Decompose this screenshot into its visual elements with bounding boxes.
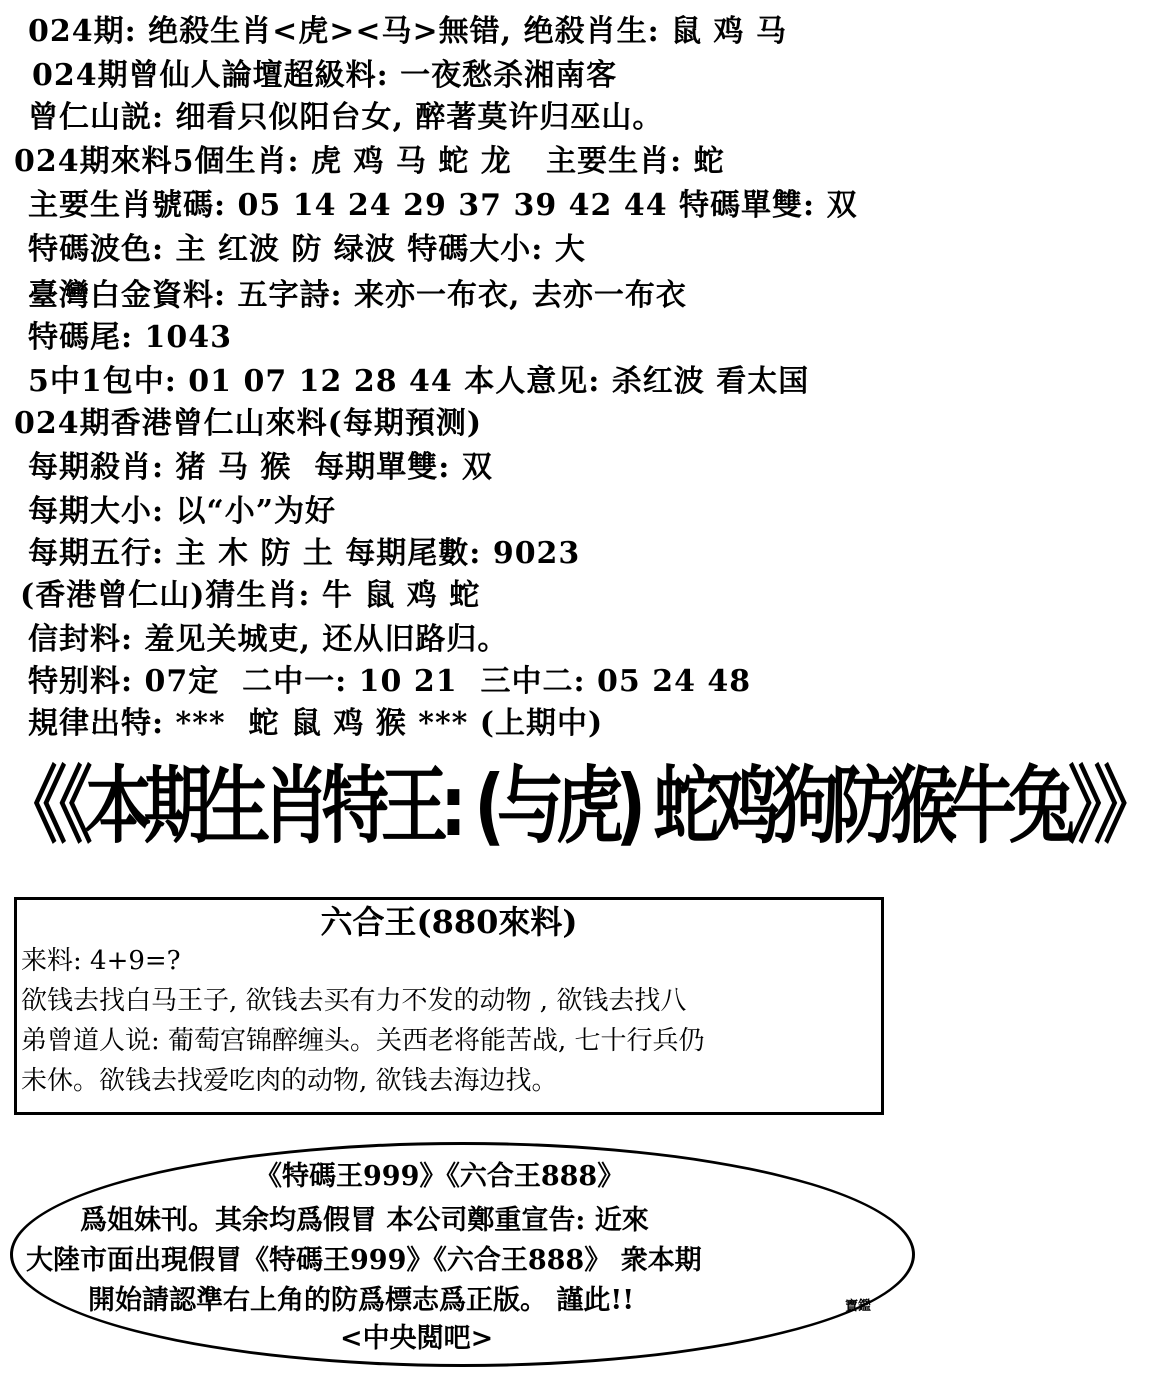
line-9: 5中1包中: 01 07 12 28 44 本人意见: 杀红波 看太国 xyxy=(28,364,810,399)
box-line-4: 未休。欲钱去找爱吃肉的动物, 欲钱去海边找。 xyxy=(21,1066,558,1096)
box-title: 六合王(880來料) xyxy=(320,903,578,941)
line-16: 特别料: 07定 二中一: 10 21 三中二: 05 24 48 xyxy=(28,664,752,699)
box-line-2: 欲钱去找白马王子, 欲钱去买有力不发的动物 , 欲钱去找八 xyxy=(21,986,687,1016)
line-1: 024期: 绝殺生肖<虎><马>無错, 绝殺肖生: 鼠 鸡 马 xyxy=(28,14,787,49)
line-13: 每期五行: 主 木 防 土 每期尾數: 9023 xyxy=(28,536,581,571)
box-line-1: 来料: 4+9=? xyxy=(21,946,181,976)
notice-line-2: 爲姐妹刊。其余均爲假冒 本公司鄭重宣告: 近來 xyxy=(80,1205,649,1236)
line-3: 曾仁山説: 细看只似阳台女, 醉著莫许归巫山。 xyxy=(28,100,664,135)
line-2: 024期曾仙人論壇超級料: 一夜愁杀湘南客 xyxy=(32,58,618,93)
notice-line-1: 《特碼王999》《六合王888》 xyxy=(255,1161,625,1192)
anti-counterfeit-seal: 寶鑑 xyxy=(844,1299,871,1314)
box-line-3: 弟曾道人说: 葡萄宫锦醉缠头。关西老将能苦战, 七十行兵仍 xyxy=(21,1026,705,1056)
line-6: 特碼波色: 主 红波 防 绿波 特碼大小: 大 xyxy=(28,232,586,267)
headline-banner: 《《本期生肖特王: (与虎) 蛇鸡狗防猴牛兔》》 xyxy=(0,757,1153,855)
notice-line-5: <中央閲吧> xyxy=(340,1323,494,1354)
line-14: (香港曾仁山)猜生肖: 牛 鼠 鸡 蛇 xyxy=(20,578,481,613)
line-4: 024期來料5個生肖: 虎 鸡 马 蛇 龙 主要生肖: 蛇 xyxy=(14,144,725,179)
liuhe-box xyxy=(14,897,884,1115)
line-7: 臺灣白金資料: 五字詩: 来亦一布衣, 去亦一布衣 xyxy=(28,278,687,313)
line-8: 特碼尾: 1043 xyxy=(28,320,233,355)
line-12: 每期大小: 以“小”为好 xyxy=(28,494,337,529)
notice-line-3: 大陸市面出現假冒《特碼王999》《六合王888》 衆本期 xyxy=(26,1245,702,1276)
line-11: 每期殺肖: 猪 马 猴 每期單雙: 双 xyxy=(28,450,493,485)
line-15: 信封料: 羞见关城吏, 还从旧路归。 xyxy=(28,622,509,657)
line-5: 主要生肖號碼: 05 14 24 29 37 39 42 44 特碼單雙: 双 xyxy=(28,188,858,223)
notice-line-4: 開始請認準右上角的防爲標志爲正版。 謹此!! xyxy=(88,1285,635,1316)
line-17: 規律出特: *** 蛇 鼠 鸡 猴 *** (上期中) xyxy=(28,706,604,741)
line-10: 024期香港曾仁山來料(每期預测) xyxy=(14,406,483,441)
